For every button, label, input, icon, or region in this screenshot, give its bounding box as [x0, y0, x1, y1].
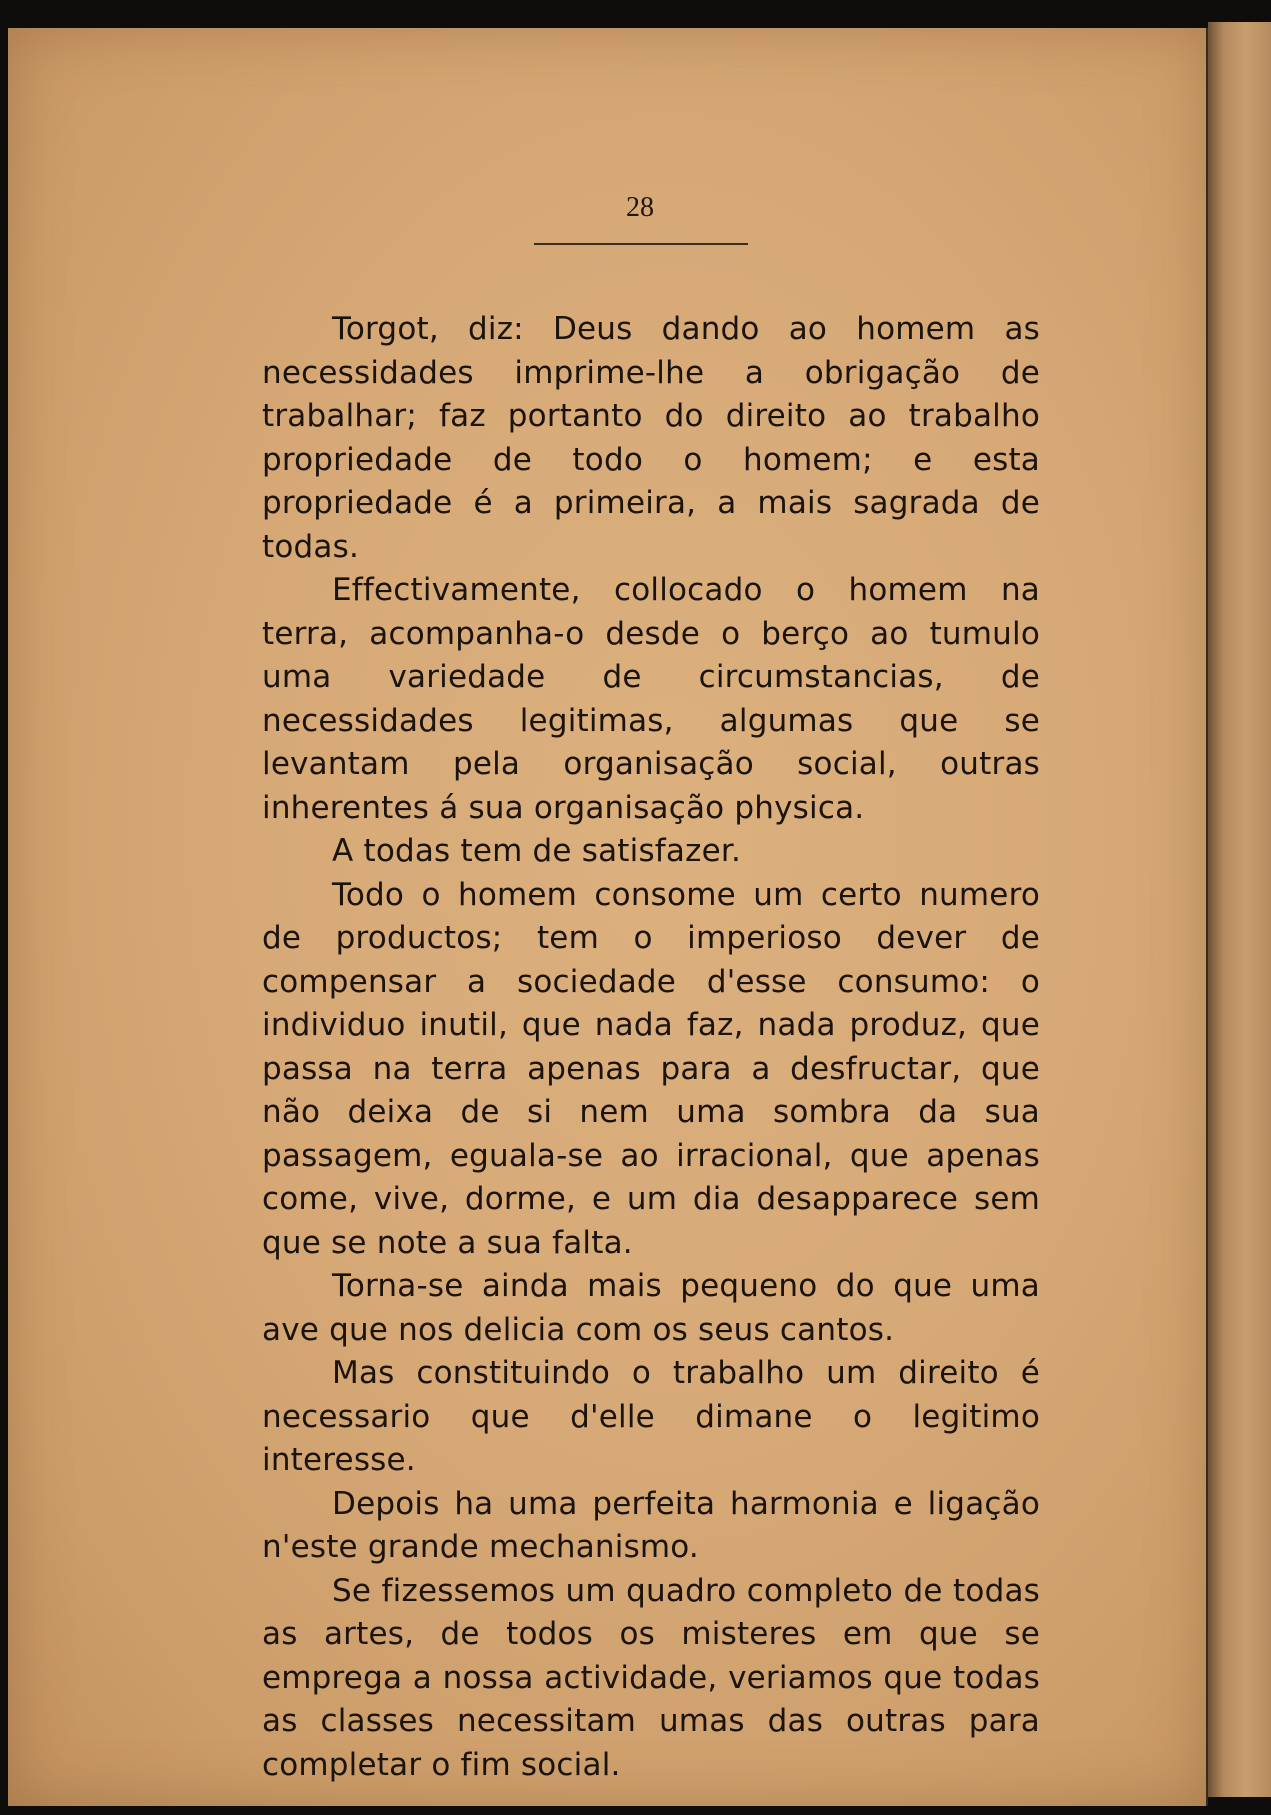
page-fold-shadow	[1206, 28, 1208, 1806]
paragraph: Mas constituindo o trabalho um direito é necessario que d'elle dimane o legitimo interesse.	[262, 1355, 1040, 1478]
paragraph: Torgot, diz: Deus dando ao homem as necessidades imprime-lhe a obrigação de trabalhar; faz portanto do direito ao trabalho propriedade de todo o homem; e esta propriedade é a primeira, a mais sagrada de todas.	[262, 311, 1040, 565]
paragraph: Torna-se ainda mais pequeno do que uma ave que nos delicia com os seus cantos.	[262, 1268, 1040, 1348]
paragraph: Se fizessemos um quadro completo de todas as artes, de todos os misteres em que se emprega a nossa actividade, veriamos que todas as classes necessitam umas das outras para completar o fim social.	[262, 1572, 1040, 1783]
next-page-edge	[1208, 22, 1271, 1797]
paragraph: Todo o homem consome um certo numero de productos; tem o imperioso dever de compensar a sociedade d'esse consumo: o individuo inutil, que nada faz, nada produz, que passa na terra apenas para a desfructar, que não deixa de si nem uma sombra da sua passagem, eguala-se ao irracional, que apenas come, vive, dorme, e um dia desapparece sem que se note a sua falta.	[262, 876, 1040, 1261]
page-number: 28	[626, 192, 654, 223]
paragraph: Depois ha uma perfeita harmonia e ligação n'este grande mechanismo.	[262, 1485, 1040, 1565]
paragraph: A todas tem de satisfazer.	[332, 833, 742, 869]
paragraph: Effectivamente, collocado o homem na terra, acompanha-o desde o berço ao tumulo uma variedade de circumstancias, de necessidades legitimas, algumas que se levantam pela organisação social, outras inherentes á sua organisação physica.	[262, 572, 1040, 826]
header-rule	[534, 243, 748, 245]
body-text	[262, 308, 1040, 1787]
